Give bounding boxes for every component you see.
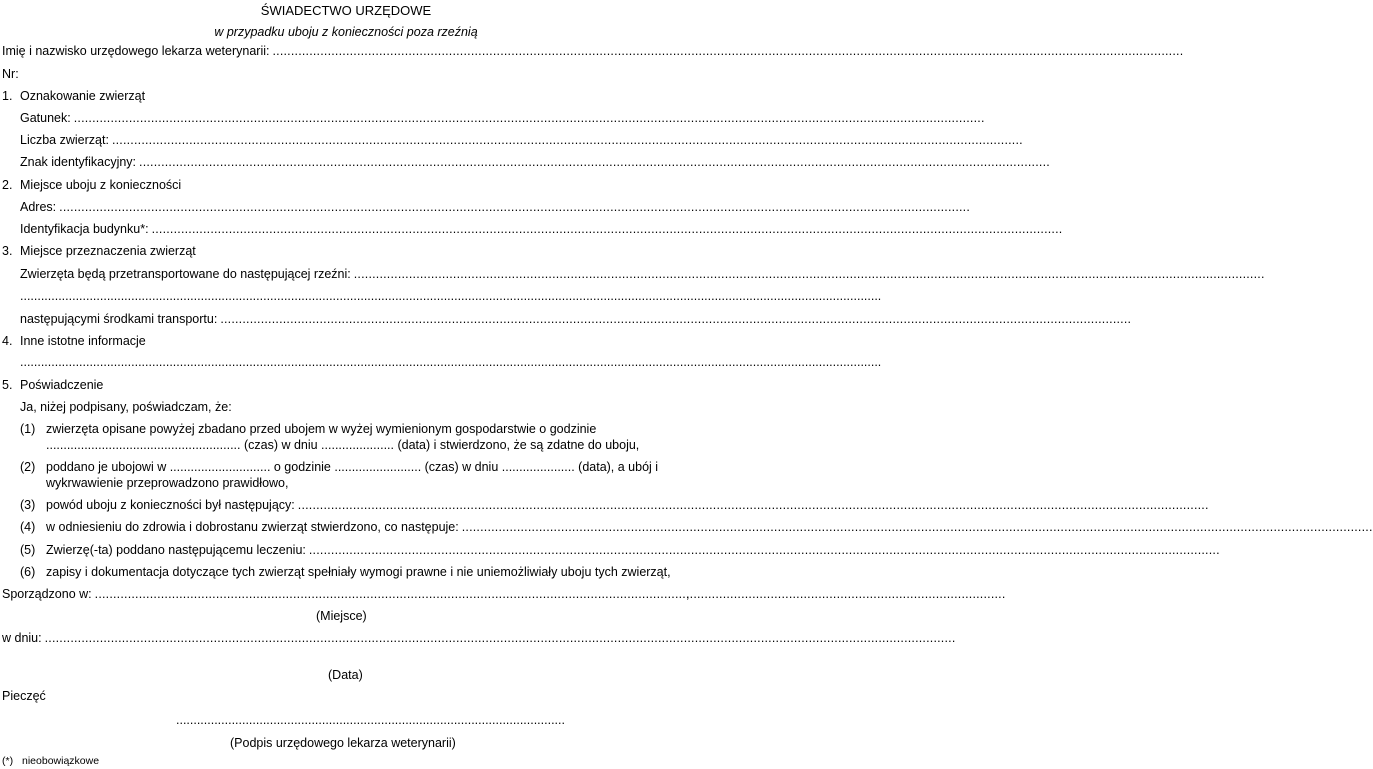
item-5-number: (5) xyxy=(20,543,36,557)
building-id-field: Identyfikacja budynku*: ..... xyxy=(20,221,690,237)
section-4-number: 4. xyxy=(2,334,13,348)
section-2-heading: Miejsce uboju z konieczności xyxy=(20,178,182,192)
stamp-label: Pieczęć xyxy=(2,689,46,703)
slaughterhouse-continuation-dots xyxy=(20,288,690,304)
slaughterhouse-field: Zwierzęta będą przetransportowane do następującej rzeźni: ..... xyxy=(20,266,690,282)
section-3-number: 3. xyxy=(2,244,13,258)
item-3-field: powód uboju z konieczności był następujący: ..... xyxy=(46,497,690,513)
section-2-number: 2. xyxy=(2,178,13,192)
section-4-heading: Inne istotne informacje xyxy=(20,334,146,348)
item-4-number: (4) xyxy=(20,520,36,534)
section-5-heading: Poświadczenie xyxy=(20,378,104,392)
section-3-heading: Miejsce przeznaczenia zwierząt xyxy=(20,244,196,258)
date-field: w dniu: ..... xyxy=(2,630,690,646)
transport-means-field: następującymi środkami transportu: ..... xyxy=(20,311,690,327)
signature-line: ................................................................................................................ xyxy=(176,713,565,727)
item-4-field: w odniesieniu do zdrowia i dobrostanu zwierząt stwierdzono, co następuje: ..... xyxy=(46,519,690,535)
item-3-number: (3) xyxy=(20,498,36,512)
item-1-line-1: zwierzęta opisane powyżej zbadano przed ubojem w wyżej wymienionym gospodarstwie o godzinie xyxy=(46,422,597,436)
prepared-at-field: Sporządzono w: ..... xyxy=(2,586,686,602)
signature-caption: (Podpis urzędowego lekarza weterynarii) xyxy=(230,736,456,750)
vet-name-field: Imię i nazwisko urzędowego lekarza weterynarii: ..... xyxy=(2,43,690,59)
item-1-line-2: ........................................................ (czas) w dniu ..................... (data) i stwierdzono, że są zdatne do uboju, xyxy=(46,438,640,452)
item-2-number: (2) xyxy=(20,460,36,474)
place-caption: (Miejsce) xyxy=(316,609,367,623)
footnote-text: nieobowiązkowe xyxy=(22,755,100,767)
item-6-text: zapisy i dokumentacja dotyczące tych zwierząt spełniały wymogi prawne i nie uniemożliwiały uboju tych zwierząt, xyxy=(46,565,671,579)
item-5-field: Zwierzę(-ta) poddano następującemu leczeniu: ..... xyxy=(46,542,690,558)
animal-count-field: Liczba zwierząt: ..... xyxy=(20,132,690,148)
document-title: ŚWIADECTWO URZĘDOWE xyxy=(260,3,432,18)
section-1-heading: Oznakowanie zwierząt xyxy=(20,89,146,103)
section-1-number: 1. xyxy=(2,89,13,103)
id-mark-field: Znak identyfikacyjny: ..... xyxy=(20,154,690,170)
item-6-number: (6) xyxy=(20,565,36,579)
species-field: Gatunek: ..... xyxy=(20,110,690,126)
item-1-number: (1) xyxy=(20,422,36,436)
footnote-mark: (*) xyxy=(2,755,14,767)
other-info-dots xyxy=(20,354,690,370)
address-field: Adres: ..... xyxy=(20,199,690,215)
prepared-at-comma: , xyxy=(686,587,690,601)
certification-intro: Ja, niżej podpisany, poświadczam, że: xyxy=(20,400,232,414)
item-2-line-1: poddano je ubojowi w ............................. o godzinie ......................... (czas) w dniu ..................... (data), a ubój i xyxy=(46,460,659,474)
document-subtitle: w przypadku uboju z konieczności poza rzeźnią xyxy=(214,25,478,39)
item-2-line-2: wykrwawienie przeprowadzono prawidłowo, xyxy=(46,476,289,490)
section-5-number: 5. xyxy=(2,378,13,392)
nr-label: Nr: xyxy=(2,67,19,81)
date-caption: (Data) xyxy=(328,668,363,682)
